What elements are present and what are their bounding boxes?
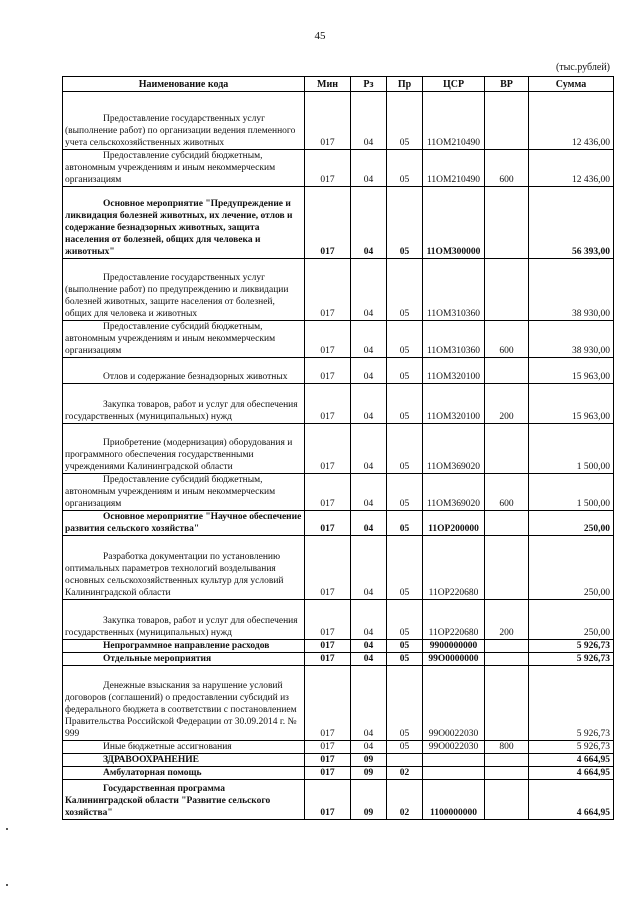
- cell-vr: [485, 780, 529, 820]
- table-row: [63, 600, 614, 640]
- row-label: Отлов и содержание безнадзорных животных: [103, 372, 288, 382]
- cell-csr: 11ОМ310360: [423, 321, 485, 358]
- row-label: ЗДРАВООХРАНЕНИЕ: [103, 755, 199, 765]
- cell-csr: 11ОР220680: [423, 600, 485, 640]
- table-row: [63, 767, 614, 780]
- cell-min: 017: [305, 384, 351, 424]
- header-vr: ВР: [485, 77, 529, 92]
- table-row: [63, 92, 614, 150]
- cell-min: 017: [305, 640, 351, 653]
- cell-csr: 11ОМ300000: [423, 187, 485, 259]
- cell-pr: 05: [387, 321, 423, 358]
- cell-rz: 04: [351, 358, 387, 384]
- table-row: [63, 741, 614, 754]
- cell-sum: 5 926,73: [529, 653, 614, 666]
- cell-vr: 800: [485, 741, 529, 754]
- cell-min: 017: [305, 653, 351, 666]
- table-row: [63, 187, 614, 259]
- header-pr: Пр: [387, 77, 423, 92]
- cell-name: [63, 187, 305, 259]
- cell-csr: 11ОР200000: [423, 511, 485, 536]
- cell-vr: [485, 259, 529, 321]
- cell-sum: 250,00: [529, 536, 614, 600]
- table-row: [63, 474, 614, 511]
- cell-pr: 05: [387, 474, 423, 511]
- row-label: Разработка документации по установлению оптимальных параметров технологий возделывания основных сельскохозяйственных культур для условий Калининградской области: [65, 552, 284, 598]
- row-label: Предоставление субсидий бюджетным, автономным учреждениям и иным некоммерческим организациям: [65, 322, 276, 356]
- cell-name: [63, 754, 305, 767]
- cell-min: 017: [305, 767, 351, 780]
- cell-vr: [485, 187, 529, 259]
- cell-pr: 05: [387, 666, 423, 741]
- cell-sum: 12 436,00: [529, 92, 614, 150]
- cell-csr: 11ОМ320100: [423, 384, 485, 424]
- cell-csr: 11ОР220680: [423, 536, 485, 600]
- cell-name: [63, 424, 305, 474]
- cell-sum: 1 500,00: [529, 424, 614, 474]
- header-csr: ЦСР: [423, 77, 485, 92]
- cell-rz: 04: [351, 653, 387, 666]
- cell-rz: 09: [351, 767, 387, 780]
- row-label: Непрограммное направление расходов: [103, 641, 270, 651]
- cell-name: [63, 666, 305, 741]
- cell-sum: 15 963,00: [529, 358, 614, 384]
- row-label: Иные бюджетные ассигнования: [103, 742, 232, 752]
- cell-name: [63, 259, 305, 321]
- cell-pr: 02: [387, 780, 423, 820]
- table-row: [63, 780, 614, 820]
- cell-rz: 04: [351, 536, 387, 600]
- budget-table: [62, 76, 614, 820]
- table-row: [63, 259, 614, 321]
- cell-vr: [485, 358, 529, 384]
- table-row: [63, 150, 614, 187]
- header-min: Мин: [305, 77, 351, 92]
- row-label: Закупка товаров, работ и услуг для обеспечения государственных (муниципальных) нужд: [65, 616, 298, 638]
- cell-sum: 4 664,95: [529, 754, 614, 767]
- page-number: 45: [314, 30, 326, 42]
- row-label: Закупка товаров, работ и услуг для обеспечения государственных (муниципальных) нужд: [65, 400, 298, 422]
- cell-pr: 05: [387, 424, 423, 474]
- cell-min: 017: [305, 754, 351, 767]
- row-label: Основное мероприятие "Предупреждение и ликвидация болезней животных, их лечение, отлов и содержание безнадзорных животных, защита населения от болезней, общих для человека и животных": [65, 199, 293, 257]
- table-row: [63, 321, 614, 358]
- table-row: [63, 640, 614, 653]
- cell-min: 017: [305, 536, 351, 600]
- row-label: Государственная программа Калининградской области "Развитие сельского хозяйства": [65, 784, 271, 818]
- cell-name: [63, 358, 305, 384]
- cell-rz: 04: [351, 600, 387, 640]
- cell-vr: [485, 536, 529, 600]
- cell-min: 017: [305, 424, 351, 474]
- cell-csr: 11ОМ320100: [423, 358, 485, 384]
- cell-vr: [485, 653, 529, 666]
- cell-min: 017: [305, 150, 351, 187]
- cell-rz: 04: [351, 666, 387, 741]
- cell-csr: 11ОМ210490: [423, 92, 485, 150]
- cell-sum: 5 926,73: [529, 741, 614, 754]
- units-label: (тыс.рублей): [555, 62, 610, 73]
- cell-rz: 04: [351, 511, 387, 536]
- cell-sum: 4 664,95: [529, 767, 614, 780]
- cell-sum: 38 930,00: [529, 321, 614, 358]
- cell-sum: 5 926,73: [529, 640, 614, 653]
- row-label: Основное мероприятие "Научное обеспечение развития сельского хозяйства": [65, 512, 302, 534]
- cell-csr: 11ОМ310360: [423, 259, 485, 321]
- cell-min: 017: [305, 321, 351, 358]
- cell-rz: 04: [351, 741, 387, 754]
- cell-rz: 09: [351, 754, 387, 767]
- cell-csr: [423, 767, 485, 780]
- cell-min: 017: [305, 511, 351, 536]
- cell-name: [63, 384, 305, 424]
- cell-min: 017: [305, 259, 351, 321]
- cell-pr: 05: [387, 536, 423, 600]
- cell-csr: 9900000000: [423, 640, 485, 653]
- cell-csr: 11ОМ369020: [423, 424, 485, 474]
- header-name: Наименование кода: [63, 77, 305, 92]
- cell-min: 017: [305, 666, 351, 741]
- row-label: Предоставление государственных услуг (выполнение работ) по организации ведения племенного учета сельскохозяйственных животных: [65, 114, 296, 148]
- cell-pr: 05: [387, 358, 423, 384]
- cell-csr: 11ОМ369020: [423, 474, 485, 511]
- cell-sum: 15 963,00: [529, 384, 614, 424]
- cell-pr: 05: [387, 640, 423, 653]
- cell-pr: 05: [387, 384, 423, 424]
- cell-min: 017: [305, 474, 351, 511]
- cell-sum: 4 664,95: [529, 780, 614, 820]
- margin-dot: [6, 884, 8, 886]
- cell-name: [63, 474, 305, 511]
- cell-vr: 600: [485, 321, 529, 358]
- cell-name: [63, 640, 305, 653]
- cell-csr: 99О0022030: [423, 666, 485, 741]
- cell-pr: [387, 754, 423, 767]
- cell-name: [63, 767, 305, 780]
- cell-pr: 02: [387, 767, 423, 780]
- cell-min: 017: [305, 358, 351, 384]
- cell-rz: 04: [351, 92, 387, 150]
- cell-rz: 04: [351, 640, 387, 653]
- cell-rz: 04: [351, 321, 387, 358]
- table-header-row: [63, 77, 614, 92]
- table-row: [63, 536, 614, 600]
- cell-min: 017: [305, 187, 351, 259]
- cell-sum: 56 393,00: [529, 187, 614, 259]
- header-sum: Сумма: [529, 77, 614, 92]
- cell-rz: 04: [351, 150, 387, 187]
- cell-vr: [485, 424, 529, 474]
- cell-rz: 04: [351, 424, 387, 474]
- cell-name: [63, 321, 305, 358]
- row-label: Отдельные мероприятия: [103, 654, 212, 664]
- cell-vr: 200: [485, 384, 529, 424]
- cell-pr: 05: [387, 511, 423, 536]
- cell-vr: [485, 511, 529, 536]
- row-label: Предоставление государственных услуг (выполнение работ) по предупреждению и ликвидации болезней животных, защите населения от болезней, общих для человека и животных: [65, 273, 289, 319]
- cell-pr: 05: [387, 741, 423, 754]
- cell-sum: 1 500,00: [529, 474, 614, 511]
- cell-csr: 1100000000: [423, 780, 485, 820]
- cell-pr: 05: [387, 259, 423, 321]
- cell-pr: 05: [387, 600, 423, 640]
- cell-pr: 05: [387, 187, 423, 259]
- header-rz: Рз: [351, 77, 387, 92]
- cell-name: [63, 741, 305, 754]
- table-body: [63, 92, 614, 820]
- cell-pr: 05: [387, 150, 423, 187]
- row-label: Предоставление субсидий бюджетным, автономным учреждениям и иным некоммерческим организациям: [65, 151, 276, 185]
- table-row: [63, 653, 614, 666]
- cell-name: [63, 600, 305, 640]
- table-row: [63, 511, 614, 536]
- row-label: Амбулаторная помощь: [103, 768, 202, 778]
- cell-rz: 09: [351, 780, 387, 820]
- margin-dot: [6, 828, 8, 830]
- cell-csr: 11ОМ210490: [423, 150, 485, 187]
- cell-min: 017: [305, 600, 351, 640]
- cell-vr: [485, 666, 529, 741]
- cell-name: [63, 150, 305, 187]
- cell-name: [63, 653, 305, 666]
- cell-name: [63, 536, 305, 600]
- cell-min: 017: [305, 92, 351, 150]
- cell-csr: [423, 754, 485, 767]
- cell-sum: 250,00: [529, 600, 614, 640]
- table-row: [63, 424, 614, 474]
- cell-name: [63, 92, 305, 150]
- cell-vr: [485, 640, 529, 653]
- cell-pr: 05: [387, 653, 423, 666]
- cell-vr: [485, 92, 529, 150]
- cell-name: [63, 511, 305, 536]
- cell-rz: 04: [351, 259, 387, 321]
- cell-vr: 600: [485, 474, 529, 511]
- table-row: [63, 358, 614, 384]
- table-row: [63, 754, 614, 767]
- cell-rz: 04: [351, 187, 387, 259]
- table-row: [63, 666, 614, 741]
- cell-name: [63, 780, 305, 820]
- cell-sum: 12 436,00: [529, 150, 614, 187]
- row-label: Денежные взыскания за нарушение условий договоров (соглашений) о предоставлении субсидий из федерального бюджета в соответствии с постановлением Правительства Российской Федерации от 30.09.2014 г. № 999: [65, 681, 297, 739]
- table-row: [63, 384, 614, 424]
- cell-pr: 05: [387, 92, 423, 150]
- cell-min: 017: [305, 780, 351, 820]
- cell-csr: 99О0022030: [423, 741, 485, 754]
- cell-vr: [485, 767, 529, 780]
- cell-sum: 38 930,00: [529, 259, 614, 321]
- cell-sum: 250,00: [529, 511, 614, 536]
- cell-csr: 99О0000000: [423, 653, 485, 666]
- cell-rz: 04: [351, 474, 387, 511]
- cell-vr: 200: [485, 600, 529, 640]
- cell-rz: 04: [351, 384, 387, 424]
- cell-min: 017: [305, 741, 351, 754]
- cell-vr: [485, 754, 529, 767]
- row-label: Приобретение (модернизация) оборудования и программного обеспечения государственными учреждениями Калининградской области: [65, 438, 293, 472]
- cell-vr: 600: [485, 150, 529, 187]
- cell-sum: 5 926,73: [529, 666, 614, 741]
- row-label: Предоставление субсидий бюджетным, автономным учреждениям и иным некоммерческим организациям: [65, 475, 276, 509]
